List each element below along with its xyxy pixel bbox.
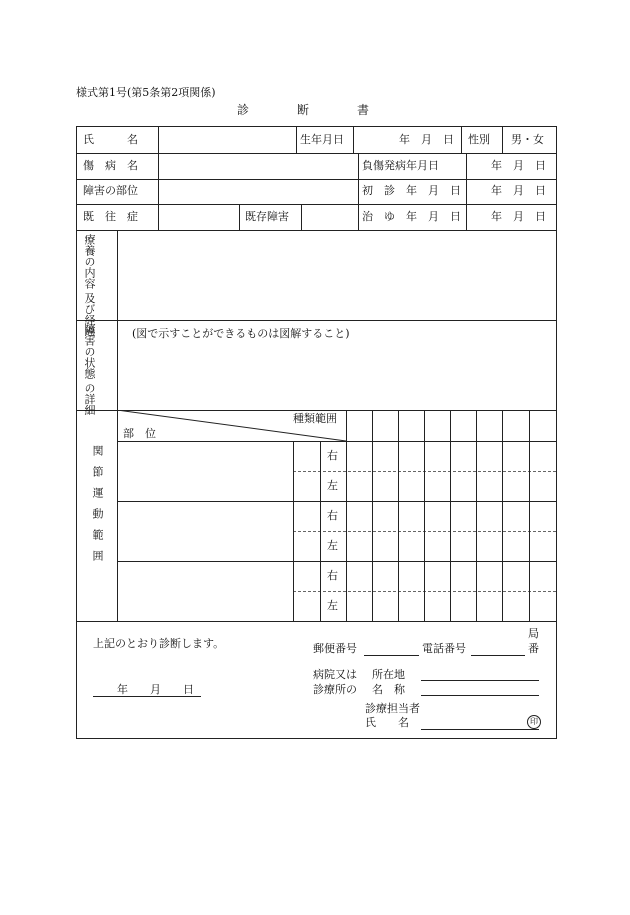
- number-suffix: 番: [528, 642, 539, 655]
- detail-note: (図で示すことができるものは図解すること): [132, 327, 350, 340]
- rom-left-2: 左: [327, 539, 338, 552]
- name-label: 氏 名: [83, 133, 138, 146]
- injury-label: 傷 病 名: [83, 159, 138, 172]
- treatment-label: 療養の内容 及び経過: [83, 234, 96, 337]
- bureau-label: 局: [528, 627, 539, 640]
- hospital-label-1: 病院又は: [313, 668, 357, 681]
- existing-label: 既存障害: [245, 210, 289, 223]
- postal-label: 郵便番号: [313, 642, 357, 655]
- rom-header-part: 部 位: [123, 427, 156, 440]
- cure-label: 治 ゆ 年 月 日: [362, 210, 461, 223]
- rom-label: 関節運動範囲: [91, 445, 104, 571]
- page-title: 診 断 書: [237, 103, 378, 117]
- site-label: 障害の部位: [83, 184, 138, 197]
- rom-right-3: 右: [327, 569, 338, 582]
- rom-right-2: 右: [327, 509, 338, 522]
- detail-label: 障害の状態 の詳細: [83, 324, 96, 416]
- sex-label: 性別: [468, 133, 490, 146]
- rom-left-3: 左: [327, 599, 338, 612]
- date-line: 年 月 日: [117, 683, 194, 696]
- facility-name-label: 名 称: [372, 683, 405, 696]
- form-number: 様式第1号(第5条第2項関係): [76, 86, 216, 99]
- birthdate-label: 生年月日: [300, 133, 344, 146]
- first-visit-value: 年 月 日: [491, 184, 546, 197]
- doctor-name-label: 氏 名: [365, 716, 409, 729]
- injury-date-value: 年 月 日: [491, 159, 546, 172]
- rom-right-1: 右: [327, 449, 338, 462]
- doctor-label: 診療担当者: [365, 702, 420, 715]
- rom-header-type: 種類範囲: [293, 412, 337, 425]
- sex-value: 男・女: [511, 133, 544, 146]
- hospital-label-2: 診療所の: [313, 683, 357, 696]
- address-label: 所在地: [372, 668, 405, 681]
- first-visit-label: 初 診 年 月 日: [362, 184, 461, 197]
- medical-certificate-form: [76, 126, 557, 739]
- seal-mark: 印: [527, 715, 541, 729]
- rom-left-1: 左: [327, 479, 338, 492]
- statement: 上記のとおり診断します。: [93, 637, 225, 650]
- cure-value: 年 月 日: [491, 210, 546, 223]
- birthdate-value: 年 月 日: [399, 133, 454, 146]
- injury-date-label: 負傷発病年月日: [362, 159, 439, 172]
- phone-label: 電話番号: [422, 642, 466, 655]
- history-label: 既 往 症: [83, 210, 138, 223]
